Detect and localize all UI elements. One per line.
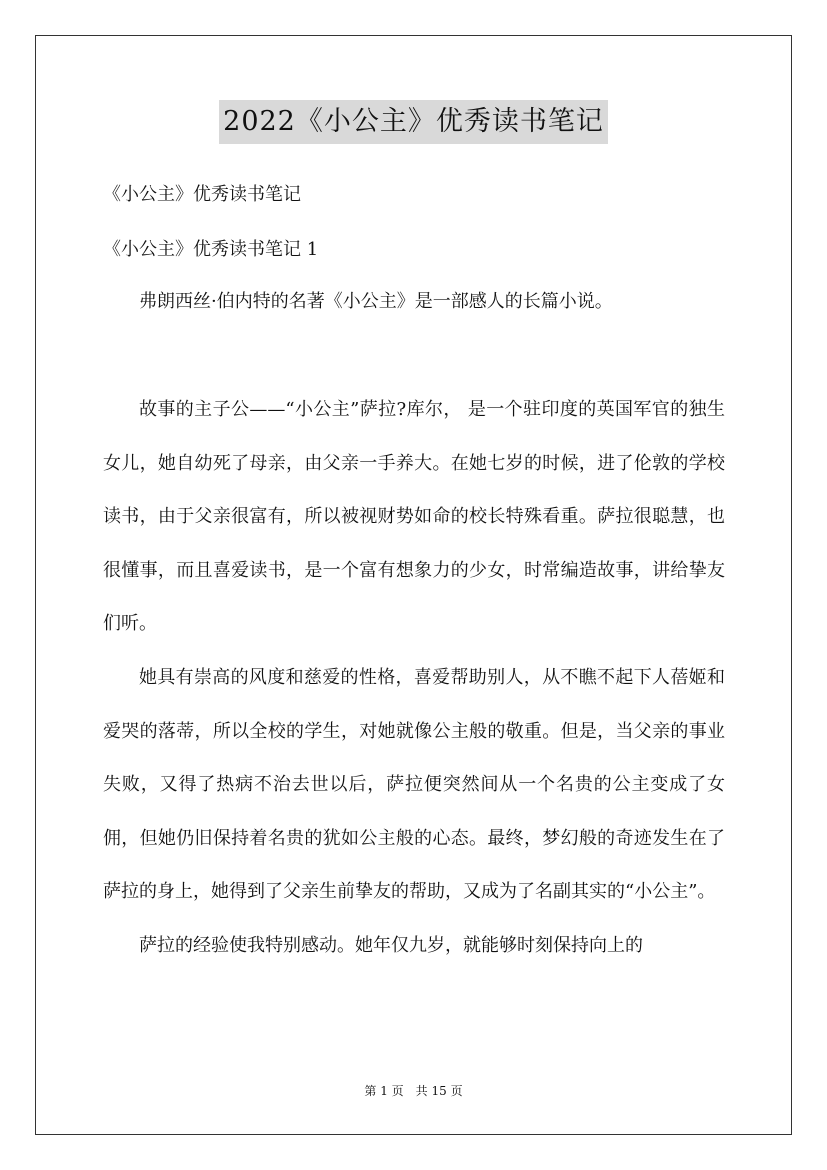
page-footer: 第 1 页 共 15 页: [364, 1084, 463, 1098]
paragraph: 她具有崇高的风度和慈爱的性格，喜爱帮助别人，从不瞧不起下人蓓姬和爱哭的落蒂，所以全校的学生，对她就像公主般的敬重。但是，当父亲的事业失败，又得了热病不治去世以后，萨拉便突然间从一个名贵的公主变成了女佣，但她仍旧保持着名贵的犹如公主般的心态。最终，梦幻般的奇迹发生在了萨拉的身上，她得到了父亲生前挚友的帮助，又成为了名副其实的“小公主”。: [103, 666, 725, 903]
title-wrap: [0, 100, 827, 144]
subtitle-line: 《小公主》优秀读书笔记: [103, 184, 301, 205]
intro-paragraph-block: [103, 275, 725, 329]
paragraph: 故事的主子公——“小公主”萨拉?库尔， 是一个驻印度的英国军官的独生女儿，她自幼死了母亲，由父亲一手养大。在她七岁的时候，进了伦敦的学校读书，由于父亲很富有，所以被视财势如命的校长特殊看重。萨拉很聪慧，也很懂事，而且喜爱读书，是一个富有想象力的少女，时常编造故事，讲给挚友们听。: [103, 399, 725, 635]
section-heading: 《小公主》优秀读书笔记 1: [103, 239, 319, 260]
body-text-block: [103, 383, 725, 973]
paragraph: 萨拉的经验使我特别感动。她年仅九岁，就能够时刻保持向上的: [139, 934, 643, 956]
document-title: 2022《小公主》优秀读书笔记: [219, 100, 608, 144]
paragraph: 弗朗西丝·伯内特的名著《小公主》是一部感人的长篇小说。: [139, 291, 613, 312]
